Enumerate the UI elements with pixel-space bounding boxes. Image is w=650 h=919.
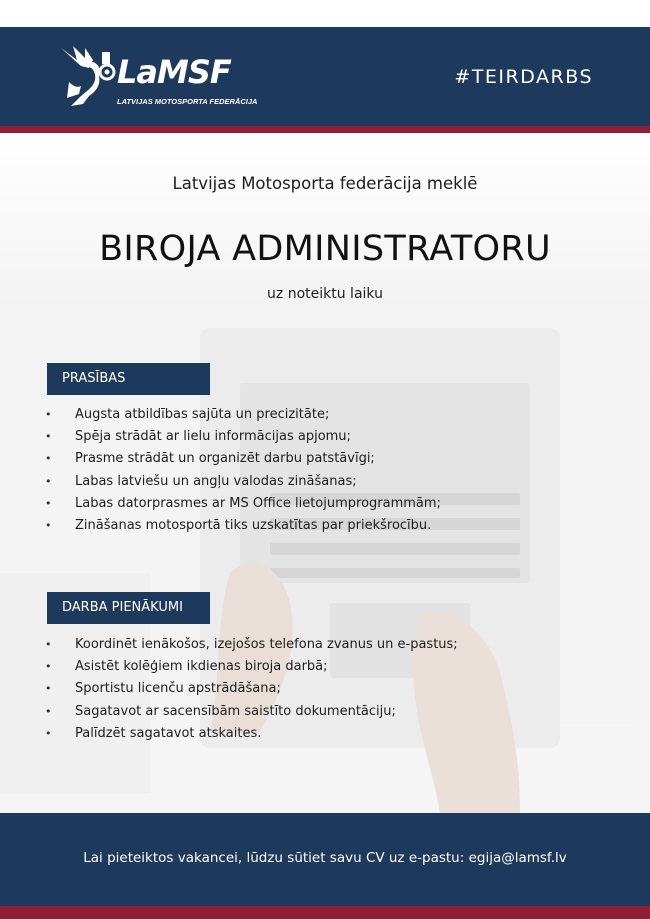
list-item: • Palīdzēt sagatavot atskaites. [45,723,458,745]
list-item: • Labas latviešu un angļu valodas zināšanas; [45,471,441,493]
list-item: • Zināšanas motosportā tiks uzskatītas par priekšrocību. [45,515,441,537]
list-item: • Asistēt kolēģiem ikdienas biroja darbā; [45,656,458,678]
list-item: • Spēja strādāt ar lielu informācijas apjomu; [45,426,441,448]
footer-accent-stripe [0,906,650,919]
job-subtitle: uz noteiktu laiku [267,286,383,302]
hashtag-label: #TEIRDARBS [454,66,593,88]
logo-wordmark: LaMSF [117,53,231,91]
griffin-emblem-icon [55,42,117,110]
requirements-list [45,404,441,537]
job-title: BIROJA ADMINISTRATORU [99,229,551,269]
lamsf-logo [55,42,258,114]
duties-heading: DARBA PIENĀKUMI [47,592,210,624]
list-item: • Augsta atbildības sajūta un precizitāte; [45,404,441,426]
requirements-heading: PRASĪBAS [47,363,210,395]
logo-subtitle: LATVIJAS MOTOSPORTA FEDERĀCIJA [117,97,258,106]
application-instructions: Lai pieteiktos vakancei, lūdzu sūtiet savu CV uz e-pastu: egija@lamsf.lv [83,850,567,866]
list-item: • Sportistu licenču apstrādāšana; [45,678,458,700]
duties-list [45,634,458,745]
intro-line: Latvijas Motosporta federācija meklē [172,174,478,193]
header-accent-stripe [0,126,650,133]
list-item: • Sagatavot ar sacensībām saistīto dokumentāciju; [45,701,458,723]
list-item: • Labas datorprasmes ar MS Office lietojumprogrammām; [45,493,441,515]
list-item: • Koordinēt ienākošos, izejošos telefona zvanus un e-pastus; [45,634,458,656]
list-item: • Prasme strādāt un organizēt darbu patstāvīgi; [45,448,441,470]
